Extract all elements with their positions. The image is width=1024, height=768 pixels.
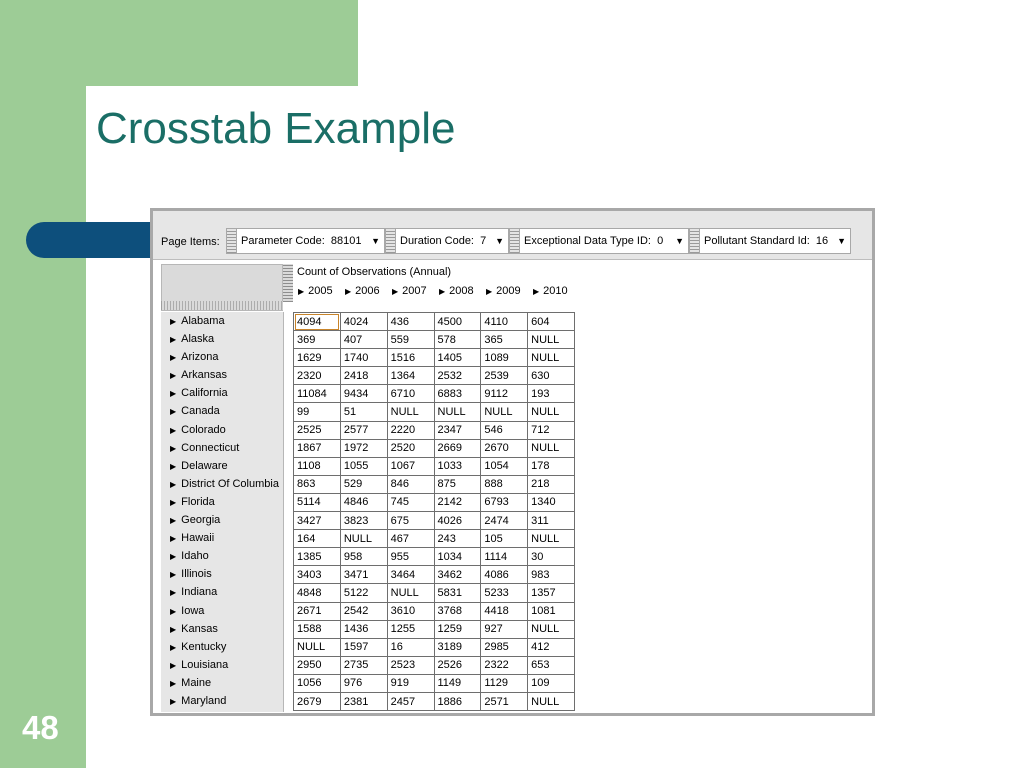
table-cell[interactable]: 1588 (294, 620, 341, 638)
expand-arrow-icon[interactable]: ▶ (170, 696, 177, 706)
table-row (294, 493, 575, 511)
state-row-header[interactable] (161, 602, 283, 620)
expand-arrow-icon[interactable]: ▶ (170, 516, 177, 526)
table-cell[interactable]: 51 (340, 403, 387, 421)
table-cell[interactable]: 365 (481, 331, 528, 349)
expand-arrow-icon[interactable]: ▶ (170, 479, 177, 489)
state-row-header[interactable] (161, 692, 283, 710)
table-cell[interactable]: 105 (481, 530, 528, 548)
table-cell[interactable]: 1149 (434, 674, 481, 692)
state-row-header[interactable] (161, 493, 283, 511)
state-label: Alabama (181, 315, 225, 327)
table-cell[interactable]: 4110 (481, 313, 528, 331)
table-cell[interactable]: 675 (387, 512, 434, 530)
table-cell[interactable]: 30 (528, 548, 575, 566)
table-cell[interactable]: 1108 (294, 457, 341, 475)
expand-arrow-icon[interactable]: ▶ (170, 642, 177, 652)
expand-arrow-icon[interactable]: ▶ (170, 497, 177, 507)
table-cell[interactable]: 2457 (387, 692, 434, 710)
table-cell[interactable]: 2347 (434, 421, 481, 439)
table-row (294, 674, 575, 692)
crosstab-table (293, 312, 575, 711)
table-cell[interactable]: 2418 (340, 367, 387, 385)
drag-grip-icon[interactable] (510, 229, 520, 253)
top-accent-bar (0, 0, 358, 86)
table-cell[interactable]: NULL (528, 349, 575, 367)
table-row (294, 331, 575, 349)
table-cell[interactable]: 164 (294, 530, 341, 548)
table-cell[interactable]: 1364 (387, 367, 434, 385)
table-cell[interactable]: 2322 (481, 656, 528, 674)
table-cell[interactable]: 2735 (340, 656, 387, 674)
page-item-parameter-code[interactable] (226, 228, 385, 254)
measure-header: Count of Observations (Annual) (297, 266, 452, 278)
table-cell[interactable]: 1867 (294, 439, 341, 457)
table-cell[interactable]: 4024 (340, 313, 387, 331)
table-cell[interactable]: 1886 (434, 692, 481, 710)
table-row (294, 349, 575, 367)
table-row (294, 692, 575, 710)
row-header-grip[interactable] (161, 301, 283, 310)
table-cell[interactable]: 11084 (294, 385, 341, 403)
state-row-header[interactable] (161, 656, 283, 674)
slide-title: Crosstab Example (96, 104, 456, 153)
table-cell[interactable]: 529 (340, 475, 387, 493)
table-cell[interactable]: NULL (528, 403, 575, 421)
expand-arrow-icon[interactable]: ▶ (170, 461, 177, 471)
state-label: Canada (181, 405, 220, 418)
page-item-pollutant-standard[interactable] (689, 228, 851, 254)
table-cell[interactable]: 1972 (340, 439, 387, 457)
state-row-header[interactable] (161, 439, 283, 457)
state-row-header[interactable] (161, 529, 283, 547)
table-cell[interactable]: 875 (434, 475, 481, 493)
expand-arrow-icon[interactable]: ▶ (298, 287, 305, 296)
table-row (294, 530, 575, 548)
page-item-label: Parameter Code: (241, 235, 325, 247)
dropdown-arrow-icon[interactable]: ▼ (495, 236, 504, 246)
dropdown-arrow-icon[interactable]: ▼ (371, 236, 380, 246)
table-cell[interactable]: 2520 (387, 439, 434, 457)
table-cell[interactable]: 2539 (481, 367, 528, 385)
table-cell[interactable]: 2320 (294, 367, 341, 385)
table-cell[interactable]: 1055 (340, 457, 387, 475)
table-cell[interactable]: 4086 (481, 566, 528, 584)
table-cell[interactable]: 4026 (434, 512, 481, 530)
table-cell[interactable]: 3464 (387, 566, 434, 584)
table-cell[interactable]: 2542 (340, 602, 387, 620)
table-cell[interactable]: NULL (387, 403, 434, 421)
table-cell[interactable]: 311 (528, 512, 575, 530)
table-cell[interactable]: 1067 (387, 457, 434, 475)
table-cell[interactable]: 983 (528, 566, 575, 584)
expand-arrow-icon[interactable]: ▶ (170, 371, 177, 381)
state-label: Idaho (181, 550, 209, 563)
table-cell[interactable]: 1114 (481, 548, 528, 566)
table-cell[interactable]: 5233 (481, 584, 528, 602)
expand-arrow-icon[interactable]: ▶ (170, 588, 177, 598)
year-header[interactable] (434, 285, 481, 297)
table-cell[interactable]: 1436 (340, 620, 387, 638)
page-item-value: 7 (480, 235, 487, 247)
table-cell[interactable]: 1034 (434, 548, 481, 566)
table-cell[interactable]: 2474 (481, 512, 528, 530)
crosstab-grid (293, 312, 575, 712)
year-label: 2007 (402, 285, 427, 297)
table-cell[interactable]: 407 (340, 331, 387, 349)
table-cell[interactable]: 1056 (294, 674, 341, 692)
table-cell[interactable]: 1740 (340, 349, 387, 367)
table-cell[interactable]: 178 (528, 457, 575, 475)
year-header[interactable] (340, 285, 387, 297)
table-cell[interactable]: 958 (340, 548, 387, 566)
page-item-value: 16 (815, 235, 829, 247)
left-accent-bar (0, 0, 86, 768)
table-cell[interactable]: 5831 (434, 584, 481, 602)
table-cell[interactable]: 1357 (528, 584, 575, 602)
table-cell[interactable]: 1081 (528, 602, 575, 620)
state-label: Delaware (181, 459, 228, 472)
table-cell[interactable]: 3462 (434, 566, 481, 584)
table-cell[interactable]: 2142 (434, 493, 481, 511)
state-label: Georgia (181, 514, 221, 527)
page-item-duration-code[interactable] (385, 228, 509, 254)
page-item-label: Duration Code: (400, 235, 474, 247)
state-row-header[interactable] (161, 330, 283, 348)
year-label: 2010 (543, 285, 568, 297)
table-row (294, 475, 575, 493)
expand-arrow-icon[interactable]: ▶ (170, 678, 177, 688)
table-row (294, 367, 575, 385)
table-cell[interactable]: 6793 (481, 493, 528, 511)
state-label: Colorado (181, 423, 226, 436)
page-items-label: Page Items: (161, 236, 220, 248)
year-header[interactable] (481, 285, 528, 297)
state-label: Iowa (181, 604, 205, 617)
table-cell[interactable]: 3823 (340, 512, 387, 530)
table-cell[interactable]: 193 (528, 385, 575, 403)
page-number: 48 (22, 709, 59, 746)
expand-arrow-icon[interactable]: ▶ (170, 624, 177, 634)
drag-grip-icon[interactable] (690, 229, 700, 253)
state-label: California (181, 387, 228, 400)
dropdown-arrow-icon[interactable]: ▼ (675, 236, 684, 246)
table-cell[interactable]: 412 (528, 638, 575, 656)
expand-arrow-icon[interactable]: ▶ (170, 570, 177, 580)
table-cell[interactable]: 1259 (434, 620, 481, 638)
expand-arrow-icon[interactable]: ▶ (170, 335, 177, 345)
table-cell[interactable]: 16 (387, 638, 434, 656)
table-cell[interactable]: 1255 (387, 620, 434, 638)
year-label: 2005 (308, 285, 333, 297)
table-row (294, 548, 575, 566)
table-cell[interactable]: 3403 (294, 566, 341, 584)
state-row-header[interactable] (161, 421, 283, 439)
table-cell[interactable]: 1340 (528, 493, 575, 511)
table-cell[interactable]: NULL (434, 403, 481, 421)
table-cell[interactable]: 243 (434, 530, 481, 548)
expand-arrow-icon[interactable]: ▶ (170, 425, 177, 435)
table-cell[interactable]: 846 (387, 475, 434, 493)
table-cell[interactable]: 955 (387, 548, 434, 566)
expand-arrow-icon[interactable]: ▶ (170, 443, 177, 453)
column-header-grip[interactable] (283, 264, 293, 302)
expand-arrow-icon[interactable]: ▶ (439, 287, 446, 296)
table-cell[interactable]: NULL (528, 331, 575, 349)
table-cell[interactable]: NULL (528, 530, 575, 548)
state-row-header[interactable] (161, 384, 283, 402)
table-cell[interactable]: 604 (528, 313, 575, 331)
state-label: Illinois (181, 568, 212, 581)
table-cell[interactable]: 1129 (481, 674, 528, 692)
table-cell[interactable]: 2220 (387, 421, 434, 439)
table-row (294, 512, 575, 530)
table-row (294, 313, 575, 331)
expand-arrow-icon[interactable]: ▶ (345, 287, 352, 296)
state-label: Indiana (181, 586, 218, 599)
table-cell[interactable]: 863 (294, 475, 341, 493)
year-header[interactable] (528, 285, 575, 297)
expand-arrow-icon[interactable]: ▶ (170, 552, 177, 562)
table-row (294, 403, 575, 421)
table-cell[interactable]: NULL (294, 638, 341, 656)
table-cell[interactable]: 2671 (294, 602, 341, 620)
state-label: Connecticut (181, 441, 240, 454)
table-cell[interactable]: 2679 (294, 692, 341, 710)
state-row-header[interactable] (161, 674, 283, 692)
table-cell[interactable]: 3471 (340, 566, 387, 584)
state-label: Arkansas (181, 369, 228, 382)
state-row-header[interactable] (161, 402, 283, 420)
table-cell[interactable]: NULL (528, 692, 575, 710)
table-cell[interactable]: 1089 (481, 349, 528, 367)
expand-arrow-icon[interactable]: ▶ (170, 353, 177, 363)
table-cell[interactable]: 9434 (340, 385, 387, 403)
year-header[interactable] (293, 285, 340, 297)
table-cell[interactable]: 218 (528, 475, 575, 493)
page-items-toolbar (153, 211, 872, 260)
year-label: 2008 (449, 285, 474, 297)
state-row-header[interactable] (161, 511, 283, 529)
table-cell[interactable]: 2669 (434, 439, 481, 457)
blue-accent-pill (26, 222, 156, 258)
state-row-header[interactable] (161, 547, 283, 565)
table-cell[interactable]: NULL (340, 530, 387, 548)
table-cell[interactable]: NULL (528, 439, 575, 457)
state-row-header[interactable] (161, 312, 283, 330)
table-cell[interactable]: 2525 (294, 421, 341, 439)
table-row (294, 602, 575, 620)
state-row-header[interactable] (161, 620, 283, 638)
table-cell[interactable]: 1405 (434, 349, 481, 367)
table-cell[interactable]: 1629 (294, 349, 341, 367)
page-item-label: Exceptional Data Type ID: (524, 235, 651, 247)
table-cell[interactable]: 3768 (434, 602, 481, 620)
page-item-value: 88101 (330, 235, 362, 247)
table-cell[interactable]: 927 (481, 620, 528, 638)
state-label: Hawaii (181, 532, 215, 545)
state-row-headers (161, 312, 284, 712)
table-cell[interactable]: 9112 (481, 385, 528, 403)
expand-arrow-icon[interactable]: ▶ (170, 660, 177, 670)
table-cell[interactable]: 3427 (294, 512, 341, 530)
table-cell[interactable]: 2571 (481, 692, 528, 710)
table-cell[interactable]: 653 (528, 656, 575, 674)
drag-grip-icon[interactable] (227, 229, 237, 253)
table-cell[interactable]: 2523 (387, 656, 434, 674)
state-row-header[interactable] (161, 475, 283, 493)
table-cell[interactable]: NULL (387, 584, 434, 602)
state-row-header[interactable] (161, 583, 283, 601)
table-cell[interactable]: 546 (481, 421, 528, 439)
state-label: Arizona (181, 351, 219, 364)
table-cell[interactable]: 2532 (434, 367, 481, 385)
state-row-header[interactable] (161, 348, 283, 366)
table-cell[interactable]: 712 (528, 421, 575, 439)
table-cell[interactable]: 4418 (481, 602, 528, 620)
table-cell[interactable]: 109 (528, 674, 575, 692)
table-cell[interactable]: 578 (434, 331, 481, 349)
table-cell[interactable]: 2985 (481, 638, 528, 656)
table-cell[interactable]: 1597 (340, 638, 387, 656)
table-cell[interactable]: 436 (387, 313, 434, 331)
table-row (294, 421, 575, 439)
year-header[interactable] (387, 285, 434, 297)
page-item-value: 0 (657, 235, 664, 247)
table-cell[interactable]: 630 (528, 367, 575, 385)
table-row (294, 656, 575, 674)
table-cell[interactable]: 2950 (294, 656, 341, 674)
state-row-header[interactable] (161, 366, 283, 384)
table-cell[interactable]: NULL (528, 620, 575, 638)
table-cell[interactable]: 4500 (434, 313, 481, 331)
table-cell[interactable]: 5114 (294, 493, 341, 511)
table-row (294, 638, 575, 656)
table-row (294, 620, 575, 638)
table-row (294, 566, 575, 584)
table-row (294, 385, 575, 403)
expand-arrow-icon[interactable]: ▶ (170, 534, 177, 544)
year-label: 2006 (355, 285, 380, 297)
state-label: Kentucky (181, 640, 227, 653)
year-label: 2009 (496, 285, 521, 297)
table-cell[interactable]: 1385 (294, 548, 341, 566)
expand-arrow-icon[interactable]: ▶ (170, 407, 177, 417)
table-cell[interactable]: 2526 (434, 656, 481, 674)
expand-arrow-icon[interactable]: ▶ (170, 389, 177, 399)
table-cell[interactable]: 3189 (434, 638, 481, 656)
table-row (294, 457, 575, 475)
table-cell[interactable]: 6710 (387, 385, 434, 403)
state-row-header[interactable] (161, 457, 283, 475)
state-label: Kansas (181, 622, 218, 635)
table-cell[interactable]: 4846 (340, 493, 387, 511)
table-cell[interactable]: 99 (294, 403, 341, 421)
year-header-row (293, 285, 575, 297)
table-cell[interactable]: 6883 (434, 385, 481, 403)
table-cell[interactable]: 4094 (294, 313, 341, 331)
table-cell[interactable]: 2381 (340, 692, 387, 710)
state-row-header[interactable] (161, 565, 283, 583)
table-cell[interactable]: 467 (387, 530, 434, 548)
dropdown-arrow-icon[interactable]: ▼ (837, 236, 846, 246)
table-cell[interactable]: 559 (387, 331, 434, 349)
crosstab-screenshot (150, 208, 875, 716)
table-cell[interactable]: 745 (387, 493, 434, 511)
table-cell[interactable]: 919 (387, 674, 434, 692)
expand-arrow-icon[interactable]: ▶ (392, 287, 399, 296)
expand-arrow-icon[interactable]: ▶ (533, 287, 540, 296)
expand-arrow-icon[interactable]: ▶ (486, 287, 493, 296)
table-cell[interactable]: 888 (481, 475, 528, 493)
table-cell[interactable]: 369 (294, 331, 341, 349)
state-label: Florida (181, 495, 215, 508)
table-cell[interactable]: 1033 (434, 457, 481, 475)
table-cell[interactable]: 4848 (294, 584, 341, 602)
table-cell[interactable]: 976 (340, 674, 387, 692)
state-label: Alaska (181, 333, 215, 346)
table-cell[interactable]: 1516 (387, 349, 434, 367)
table-cell[interactable]: 2577 (340, 421, 387, 439)
state-label: District Of Columbia (181, 477, 279, 490)
page-item-label: Pollutant Standard Id: (704, 235, 810, 247)
expand-arrow-icon[interactable]: ▶ (170, 606, 177, 616)
state-label: Louisiana (181, 658, 229, 671)
table-cell[interactable]: 5122 (340, 584, 387, 602)
table-cell[interactable]: 2670 (481, 439, 528, 457)
state-label: Maine (181, 676, 212, 689)
table-cell[interactable]: 3610 (387, 602, 434, 620)
table-cell[interactable]: 1054 (481, 457, 528, 475)
state-label: Maryland (181, 694, 227, 707)
table-row (294, 584, 575, 602)
state-row-header[interactable] (161, 638, 283, 656)
drag-grip-icon[interactable] (386, 229, 396, 253)
expand-arrow-icon[interactable]: ▶ (170, 317, 177, 326)
table-cell[interactable]: NULL (481, 403, 528, 421)
page-item-exceptional-data-type[interactable] (509, 228, 689, 254)
table-row (294, 439, 575, 457)
